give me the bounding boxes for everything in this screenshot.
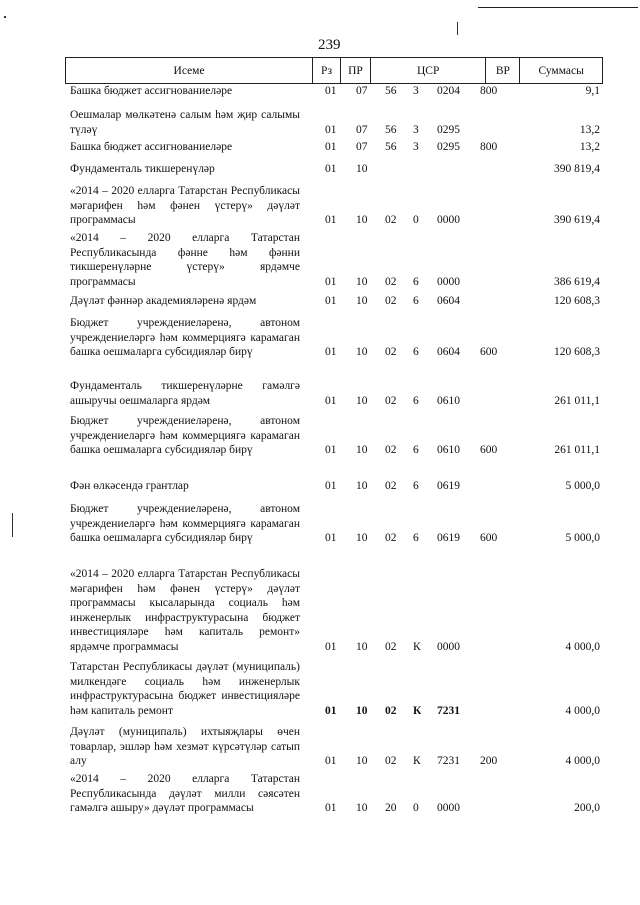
- row-vr: 600: [480, 346, 498, 359]
- header-csr: ЦСР: [371, 58, 487, 83]
- row-csr-code: 0619: [437, 480, 460, 492]
- row-csr-subprogram: К: [413, 704, 422, 717]
- row-rz: 01: [325, 532, 337, 545]
- row-rz: 01: [325, 214, 337, 227]
- row-csr-code: 0295: [437, 123, 460, 136]
- row-name: «2014 – 2020 елларга Татарстан Республикасында дәүләт милли сәясәтен гамәлгә ашыру» дәүләт программасы: [70, 773, 300, 815]
- row-name: Бюджет учреждениеләренә, автоном учреждениеләргә һәм коммерциягә карамаган башка оешмаларга субсидияләр бирү: [70, 317, 300, 359]
- row-rz: 01: [325, 394, 337, 407]
- row-vr: 600: [480, 532, 498, 545]
- row-sum: 4 000,0: [565, 640, 600, 653]
- header-name: Исеме: [66, 58, 313, 83]
- row-vr: 800: [480, 85, 498, 97]
- row-sum: 390 819,4: [554, 163, 600, 175]
- row-csr-code: 0000: [437, 640, 460, 653]
- row-name: Башка бюджет ассигнованиеләре: [70, 85, 233, 97]
- row-csr-program: 56: [385, 85, 397, 97]
- row-sum: 120 608,3: [554, 295, 600, 307]
- page-number: 239: [318, 37, 341, 53]
- row-csr-subprogram: 0: [413, 802, 419, 815]
- row-sum: 4 000,0: [565, 704, 600, 717]
- row-csr-subprogram: 6: [413, 444, 419, 457]
- row-pr: 07: [356, 123, 368, 136]
- table-row: [70, 162, 600, 177]
- row-name: Татарстан Республикасы дәүләт (муниципаль) милкендәге социаль һәм инженерлык инфраструктурасына бюджет инвестицияләре һәм капиталь ремонт: [70, 661, 300, 717]
- row-csr-code: 0000: [437, 275, 460, 288]
- table-row: [70, 502, 600, 546]
- row-pr: 10: [356, 640, 368, 653]
- row-sum: 9,1: [585, 85, 600, 97]
- row-rz: 01: [325, 704, 337, 717]
- row-rz: 01: [325, 123, 337, 136]
- row-csr-program: 02: [385, 346, 397, 359]
- row-csr-program: 56: [385, 123, 397, 136]
- row-pr: 10: [356, 802, 368, 815]
- row-csr-code: 0000: [437, 214, 460, 227]
- row-csr-subprogram: 0: [413, 214, 419, 227]
- table-row: [70, 84, 600, 99]
- row-pr: 10: [356, 346, 368, 359]
- row-csr-code: 0000: [437, 802, 460, 815]
- row-sum: 261 011,1: [554, 444, 600, 457]
- row-csr-subprogram: 6: [413, 346, 419, 359]
- row-csr-program: 02: [385, 755, 397, 768]
- row-csr-subprogram: 3: [413, 123, 419, 136]
- row-csr-code: 7231: [437, 704, 460, 717]
- row-pr: 07: [356, 141, 368, 153]
- row-csr-program: 02: [385, 640, 397, 653]
- table-row: [70, 567, 600, 655]
- row-csr-subprogram: 6: [413, 275, 419, 288]
- table-row: [70, 108, 600, 137]
- table-row: [70, 660, 600, 718]
- row-sum: 261 011,1: [554, 394, 600, 407]
- row-csr-code: 0604: [437, 295, 460, 307]
- row-csr-program: 20: [385, 802, 397, 815]
- row-sum: 5 000,0: [565, 532, 600, 545]
- row-csr-code: 0619: [437, 532, 460, 545]
- row-sum: 5 000,0: [565, 480, 600, 492]
- margin-mark: [12, 513, 13, 537]
- row-pr: 10: [356, 480, 368, 492]
- table-row: [70, 294, 600, 309]
- header-vr: ВР: [486, 58, 520, 83]
- row-name: «2014 – 2020 елларга Татарстан Республикасы мәгарифен һәм фәнен үстерү» дәүләт программасы: [70, 185, 300, 227]
- row-pr: 10: [356, 704, 368, 717]
- row-sum: 13,2: [579, 141, 600, 153]
- row-pr: 10: [356, 755, 368, 768]
- row-csr-subprogram: 3: [413, 141, 419, 153]
- row-csr-program: 02: [385, 295, 397, 307]
- top-rule: [478, 7, 638, 8]
- row-sum: 386 619,4: [554, 275, 600, 288]
- row-csr-code: 0610: [437, 394, 460, 407]
- header-sum: Суммасы: [538, 64, 584, 77]
- table-row: [70, 184, 600, 228]
- row-csr-program: 02: [385, 704, 397, 717]
- row-name: «2014 – 2020 елларга Татарстан Республикасында фәнне һәм фәнни тикшеренүләрне үстерү» ярдәмче программасы: [70, 232, 300, 288]
- row-csr-program: 02: [385, 275, 397, 288]
- row-rz: 01: [325, 85, 337, 97]
- header-rz: Рз: [313, 58, 341, 83]
- row-csr-subprogram: 6: [413, 394, 419, 407]
- row-csr-program: 02: [385, 394, 397, 407]
- row-csr-code: 0610: [437, 444, 460, 457]
- row-pr: 07: [356, 85, 368, 97]
- row-csr-code: 0604: [437, 346, 460, 359]
- row-name: Бюджет учреждениеләренә, автоном учреждениеләргә һәм коммерциягә карамаган башка оешмаларга субсидияләр бирү: [70, 503, 300, 545]
- row-name: Оешмалар мөлкәтенә салым һәм җир салымы түләү: [70, 109, 300, 136]
- row-pr: 10: [356, 163, 368, 175]
- row-csr-subprogram: К: [413, 755, 421, 768]
- row-pr: 10: [356, 532, 368, 545]
- row-csr-subprogram: 6: [413, 295, 419, 307]
- row-rz: 01: [325, 295, 337, 307]
- row-name: Бюджет учреждениеләренә, автоном учреждениеләргә һәм коммерциягә карамаган башка оешмаларга субсидияләр бирү: [70, 415, 300, 457]
- table-row: [70, 316, 600, 360]
- row-vr: 800: [480, 141, 498, 153]
- row-csr-program: 02: [385, 480, 397, 492]
- table-row: [70, 479, 600, 494]
- row-csr-program: 02: [385, 214, 397, 227]
- table-header: [65, 57, 603, 84]
- row-rz: 01: [325, 163, 337, 175]
- row-sum: 4 000,0: [565, 755, 600, 768]
- row-name: Дәүләт (муниципаль) ихтыяҗлары өчен товарлар, эшләр һәм хезмәт күрсәтүләр сатып алу: [70, 726, 300, 768]
- header-pr: ПР: [341, 58, 371, 83]
- row-pr: 10: [356, 444, 368, 457]
- row-name: Дәүләт фәннәр академияләренә ярдәм: [70, 295, 257, 307]
- table-row: [70, 140, 600, 155]
- row-rz: 01: [325, 640, 337, 653]
- row-sum: 390 619,4: [554, 214, 600, 227]
- row-rz: 01: [325, 802, 337, 815]
- row-csr-subprogram: 6: [413, 480, 419, 492]
- row-vr: 200: [480, 755, 498, 768]
- row-rz: 01: [325, 346, 337, 359]
- row-sum: 200,0: [574, 802, 600, 815]
- table-row: [70, 231, 600, 289]
- row-pr: 10: [356, 214, 368, 227]
- row-name: Башка бюджет ассигнованиеләре: [70, 141, 233, 153]
- scan-speck: [4, 16, 6, 18]
- scan-mark: [457, 22, 458, 35]
- row-name: Фундаменталь тикшеренүләр: [70, 163, 215, 175]
- row-sum: 120 608,3: [554, 346, 600, 359]
- row-rz: 01: [325, 755, 337, 768]
- row-name: Фән өлкәсендә грантлар: [70, 480, 189, 492]
- row-rz: 01: [325, 141, 337, 153]
- row-csr-subprogram: 6: [413, 532, 419, 545]
- row-pr: 10: [356, 394, 368, 407]
- table-row: [70, 414, 600, 458]
- table-row: [70, 725, 600, 769]
- row-csr-subprogram: 3: [413, 85, 419, 97]
- row-csr-program: 02: [385, 444, 397, 457]
- table-row: [70, 379, 600, 408]
- row-pr: 10: [356, 295, 368, 307]
- row-rz: 01: [325, 275, 337, 288]
- row-name: Фундаменталь тикшеренүләрне гамәлгә ашыручы оешмаларга ярдәм: [70, 380, 300, 407]
- row-sum: 13,2: [579, 123, 600, 136]
- row-csr-code: 7231: [437, 755, 460, 768]
- table-row: [70, 772, 600, 816]
- row-rz: 01: [325, 444, 337, 457]
- row-csr-code: 0204: [437, 85, 460, 97]
- row-vr: 600: [480, 444, 498, 457]
- row-pr: 10: [356, 275, 368, 288]
- row-csr-program: 56: [385, 141, 397, 153]
- row-csr-program: 02: [385, 532, 397, 545]
- row-csr-code: 0295: [437, 141, 460, 153]
- row-csr-subprogram: К: [413, 640, 421, 653]
- row-name: «2014 – 2020 елларга Татарстан Республикасы мәгарифен һәм фәнен үстерү» дәүләт программасы кысаларында социаль һәм инженерлык инфраструктурасына бюджет инвестицияләре һәм капиталь ремонт» ярдәмче программасы: [70, 568, 300, 653]
- row-rz: 01: [325, 480, 337, 492]
